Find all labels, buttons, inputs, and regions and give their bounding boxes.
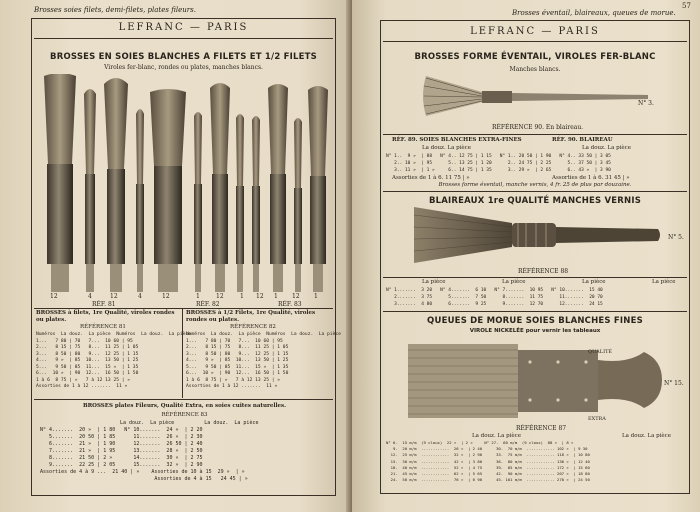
table-row: 1 à 6 8 75 | » 7 à 12 13 25 | » (186, 377, 281, 383)
fig-caption: RÉFÉRENCE 88 (518, 268, 569, 275)
table-row: 6....... 21 » | 1 90 12....... 26 50 | 2 40 (40, 441, 203, 447)
col-head: La pièce (422, 279, 446, 285)
table-row: 6... 10 » | 90 12... 16 50 | 1 50 (36, 371, 139, 376)
col-head: La pièce (582, 279, 606, 285)
right-brand: LEFRANC — PARIS (470, 26, 600, 37)
table82-footer: Assorties de 1 à 12 ....... 11 » (186, 384, 278, 389)
brush-number: 12 (50, 293, 58, 300)
brush-number: 1 (274, 293, 278, 300)
section-title-blaireaux: BLAIREAUX 1re QUALITÉ MANCHES VERNIS (428, 196, 642, 206)
table90-head: RÉF. 90. BLAIREAU (552, 137, 613, 143)
brush-1 (44, 74, 76, 292)
brush-3 (104, 78, 128, 292)
right-page (352, 0, 700, 512)
table83 (40, 420, 258, 483)
table81-footer: Assorties de 1 à 12 ....... 11 » (36, 384, 128, 389)
ref-label: RÉF. 83 (278, 301, 302, 308)
brushes-illustration (36, 74, 332, 306)
brush-number: 4 (138, 293, 142, 300)
left-running-head: Brosses soies filets, demi-filets, plates fileurs. (34, 6, 196, 14)
label-extra: EXTRA (588, 416, 606, 422)
table-row: N° 6. 15 m/m (9 cloux) 22 » | 2 » N° 27. 60 m/m (9 cloux) 88 » | 8 » (386, 440, 574, 445)
table82-ref: RÉFÉRENCE 82 (230, 324, 276, 330)
queue-de-morue-illustration (408, 338, 668, 422)
table81-header: Numéros La douz. La pièce Numéros La douz. La pièce (36, 332, 191, 337)
table-row: 5... 9 50 | 85 11... 15 » | 1 35 (36, 364, 139, 370)
table-row: 21. 45 m/m ............ 62 » | 5 65 42. 90 m/m ............ 207 » | 18 80 (386, 471, 590, 477)
brush-number: 1 (314, 293, 318, 300)
table-row: 1... 7 80 | 70 7... 10 60 | 95 (186, 338, 283, 344)
section-subtitle-queues: VIROLE NICKELÉE pour vernir les tableaux (469, 328, 601, 334)
brush-number: 1 (240, 293, 244, 300)
fig-number: N° 15. (664, 380, 684, 387)
table88 (386, 287, 603, 308)
col-head: La pièce (652, 279, 676, 285)
table-row: 15. 30 m/m ............ 42 » | 3 80 36. 80 m/m ............ 136 » | 12 40 (386, 458, 590, 464)
table-row: 12. 25 m/m ............ 32 » | 2 90 33. 75 m/m ............ 118 » | 10 80 (386, 452, 590, 458)
table83-title: BROSSES plates Fileurs, Qualité Extra, en soies cuites naturelles. (82, 403, 287, 409)
blaireau-illustration (412, 205, 662, 265)
ref-label: RÉF. 82 (196, 301, 220, 308)
table-row: 1 à 6 8 75 | » 7 à 12 13 25 | » (36, 377, 131, 383)
fan-brush-illustration (422, 70, 652, 120)
table-row: 2... 8 15 | 75 8... 11 25 | 1 05 (36, 345, 139, 350)
col-head: La douz. La pièce (472, 433, 521, 439)
fig-number: N° 3. (638, 100, 654, 107)
brush-number: 4 (88, 293, 92, 300)
section-subtitle-eventail: Manches blancs. (509, 66, 561, 73)
fig-number: N° 5. (668, 234, 684, 241)
ref-label: RÉF. 81 (92, 301, 116, 308)
brush-5 (150, 89, 186, 292)
section-title-queues: QUEUES DE MORUE SOIES BLANCHES FINES (427, 316, 643, 326)
brush-number: 1 (196, 293, 200, 300)
table-row: N° 4....... 20 » | 1 80 N° 10....... 24 » | 2 20 (40, 427, 203, 433)
table83-footer: Assorties de 4 à 15 24 45 | » (40, 476, 248, 482)
divider (34, 399, 333, 400)
brush-number: 12 (162, 293, 170, 300)
table-row: 24. 50 m/m ............ 76 » | 6 90 45. 101 m/m ............ 270 » | 24 50 (386, 477, 590, 483)
col-head: La douz. La pièce (422, 145, 471, 151)
table81 (36, 332, 191, 391)
col-head: La douz. La pièce (622, 433, 671, 439)
table89-90 (386, 153, 611, 174)
table-row: 3... 8 50 | 80 9... 12 25 | 1 15 (36, 351, 139, 357)
table-row: 5... 9 50 | 85 11... 15 » | 1 35 (186, 364, 289, 370)
section-title-eventail: BROSSES FORME ÉVENTAIL, VIROLES FER-BLANC (414, 52, 656, 62)
fig-caption: RÉFÉRENCE 87 (516, 425, 567, 432)
divider (383, 311, 687, 312)
fig-caption: RÉFÉRENCE 90. En blaireau. (492, 124, 584, 131)
brush-4 (136, 109, 144, 292)
table-row: 5....... 20 50 | 1 85 11....... 26 » | 2 30 (40, 434, 203, 440)
table82-title: BROSSES à 1/2 Filets, 1re Qualité, viroles rondes ou plates. (186, 310, 316, 323)
brush-7 (210, 83, 230, 292)
brush-12 (308, 86, 328, 292)
table83-ref: RÉFÉRENCE 83 (161, 412, 208, 418)
table-row: 3.. 11 » | 1 » 6.. 14 75 | 1 35 3.. 29 » | 2 65 6.. 43 » | 3 90 (386, 168, 611, 173)
col-head: La pièce (502, 279, 526, 285)
brush-number: 12 (292, 293, 300, 300)
table-row: 2... 8 15 | 75 8... 11 25 | 1 05 (186, 345, 289, 350)
page-number: 57 (682, 2, 691, 10)
table-row: 8....... 21 50 | 2 » 14....... 30 » | 2 75 (40, 455, 203, 461)
right-running-head: Brosses éventail, blaireaux, queues de morue. (512, 9, 676, 17)
brush-6 (194, 112, 202, 292)
table-row: 9. 20 m/m ............ 26 » | 2 40 30. 70 m/m ............ 102 » | 9 30 (386, 446, 588, 452)
table89-head: RÉF. 89. SOIES BLANCHES EXTRA-FINES (392, 137, 522, 143)
table-row: 2.. 10 » | 95 5.. 13 25 | 1 20 2.. 24 75 | 2 25 5.. 37 50 | 3 45 (386, 161, 611, 166)
table-row: 3... 8 50 | 80 9... 12 25 | 1 15 (186, 351, 289, 357)
table82-header: Numéros La douz. La pièce Numéros La douz. La pièce (186, 332, 341, 337)
col-head: La douz. La pièce (582, 145, 631, 151)
table90-footer: Assorties de 1 à 6. 31 45 | » (552, 175, 630, 181)
divider (383, 191, 687, 192)
table82 (186, 332, 341, 391)
table-row: N° 1....... 3 20 N° 4....... 6 10 N° 7....... 10 95 N° 10....... 15 40 (386, 288, 603, 293)
brush-2 (84, 89, 96, 292)
table-row: 1... 7 80 | 70 7... 10 60 | 95 (36, 338, 133, 344)
section-subtitle-filets: Viroles fer-blanc, rondes ou plates, manches blancs. (104, 64, 263, 71)
brush-10 (268, 84, 288, 292)
table-row: 18. 40 m/m ............ 52 » | 4 75 39. 85 m/m ............ 172 » | 15 60 (386, 464, 590, 470)
table-row: 2....... 3 75 5....... 7 50 8....... 11 75 11....... 20 70 (386, 295, 603, 300)
table-row: 4... 9 » | 85 10... 13 50 | 1 25 (36, 358, 139, 363)
divider (34, 38, 333, 39)
table-row: 6... 10 » | 90 12... 16 50 | 1 50 (186, 371, 289, 376)
table81-title: BROSSES à filets, 1re Qualité, viroles rondes ou plates. (36, 310, 175, 323)
brush-number: 12 (256, 293, 264, 300)
brush-number: 12 (216, 293, 224, 300)
brush-number: 12 (110, 293, 118, 300)
label-quality: QUALITÉ (588, 349, 613, 355)
table83-header: La douz. La pièce La douz. La pièce (120, 420, 259, 426)
table81-ref: RÉFÉRENCE 81 (80, 324, 126, 330)
table-row: 4... 9 » | 85 10... 13 50 | 1 25 (186, 358, 289, 363)
divider (383, 277, 687, 278)
left-brand: LEFRANC — PARIS (118, 22, 249, 33)
section-title-filets: BROSSES EN SOIES BLANCHES A FILETS ET 1/2 FILETS (50, 52, 317, 62)
note-eventail: Brosses forme éventail, manche vernis, 4 fr. 25 de plus par douzaine. (438, 182, 632, 188)
brush-8 (236, 114, 244, 292)
table83-footer: Assorties de 4 à 9 ... 21 40 | » Assorties de 10 à 15 29 » | » (40, 469, 245, 475)
divider (383, 134, 687, 135)
divider (34, 308, 333, 309)
table-row: N° 1.. 9 » | 88 N° 4.. 12 75 | 1 15 N° 1.. 20 50 | 1 90 N° 4.. 33 50 | 3 05 (386, 154, 611, 159)
brush-9 (252, 116, 260, 292)
table87 (386, 440, 590, 483)
table89-footer: Assorties de 1 à 6. 11 75 | » (392, 175, 470, 181)
brush-11 (294, 118, 302, 292)
table-row: 7....... 21 » | 1 95 13....... 28 » | 2 50 (40, 448, 203, 454)
table-row: 3....... 4 80 6....... 9 25 9....... 12 70 12....... 24 15 (386, 302, 603, 307)
divider (383, 41, 687, 42)
table-row: 9....... 22 25 | 2 05 15....... 32 » | 2 90 (40, 462, 203, 468)
